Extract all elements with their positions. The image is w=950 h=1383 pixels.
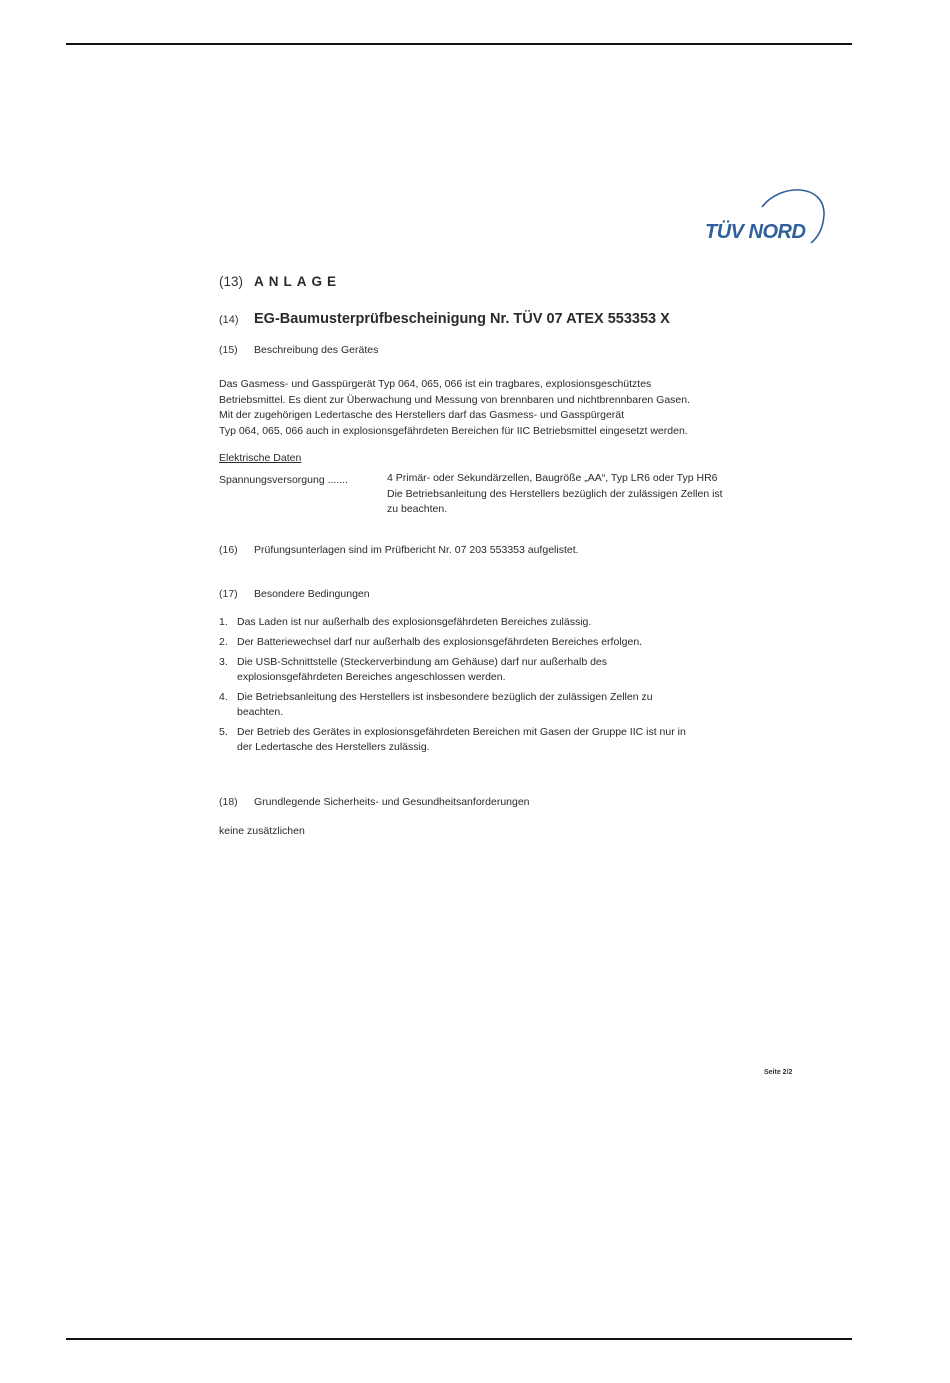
power-supply-value (387, 471, 807, 518)
description-line: Typ 064, 065, 066 auch in explosionsgefährdeten Bereichen für IIC Betriebsmittel eingesetzt werden. (219, 424, 688, 437)
logo-arc-icon (700, 185, 835, 255)
item-line: beachten. (237, 706, 284, 718)
section-title: Grundlegende Sicherheits- und Gesundheitsanforderungen (254, 796, 530, 808)
section-number: (13) (219, 274, 244, 289)
list-item (219, 655, 819, 685)
section-number: (17) (219, 588, 238, 600)
description-line: Betriebsmittel. Es dient zur Überwachung und Messung von brennbaren und nichtbrennbaren Gasen. (219, 393, 691, 406)
logo-text: TÜV NORD (705, 221, 806, 243)
annex-title: ANLAGE (254, 274, 341, 289)
power-supply-line: Die Betriebsanleitung des Herstellers bezüglich der zulässigen Zellen ist (387, 487, 723, 500)
section-text: Prüfungsunterlagen sind im Prüfbericht Nr. 07 203 553353 aufgelistet. (254, 544, 579, 556)
electrical-data-heading: Elektrische Daten (219, 452, 302, 464)
list-item (219, 615, 819, 630)
item-line: Die Betriebsanleitung des Herstellers ist insbesondere bezüglich der zulässigen Zellen zu (237, 691, 653, 703)
item-line: Das Laden ist nur außerhalb des explosionsgefährdeten Bereiches zulässig. (237, 616, 592, 628)
bottom-rule (66, 1338, 852, 1340)
item-line: Der Batteriewechsel darf nur außerhalb des explosionsgefährdeten Bereiches erfolgen. (237, 636, 643, 648)
item-line: der Ledertasche des Herstellers zulässig. (237, 741, 430, 753)
section-title: Besondere Bedingungen (254, 588, 370, 600)
section-17-heading (219, 587, 370, 602)
power-supply-line: zu beachten. (387, 503, 448, 515)
certificate-title: EG-Baumusterprüfbescheinigung Nr. TÜV 07 ATEX 553353 X (254, 311, 670, 327)
tuv-nord-logo (700, 185, 835, 255)
item-line: Die USB-Schnittstelle (Steckerverbindung am Gehäuse) darf nur außerhalb des (237, 656, 608, 668)
special-conditions-list (219, 615, 819, 760)
power-supply-line: 4 Primär- oder Sekundärzellen, Baugröße „AA“, Typ LR6 oder Typ HR6 (387, 472, 718, 484)
top-rule (66, 43, 852, 45)
section-number: (15) (219, 344, 238, 356)
item-number: 2. (219, 636, 228, 648)
section-16 (219, 543, 579, 558)
section-18-text: keine zusätzlichen (219, 825, 305, 837)
list-item (219, 725, 819, 755)
item-number: 1. (219, 616, 228, 628)
page-number: Seite 2/2 (764, 1069, 793, 1076)
item-number: 4. (219, 691, 228, 703)
item-number: 5. (219, 726, 228, 738)
section-number: (16) (219, 544, 238, 556)
item-number: 3. (219, 656, 228, 668)
list-item (219, 690, 819, 720)
item-line: Der Betrieb des Gerätes in explosionsgefährdeten Bereichen mit Gasen der Gruppe IIC ist nur in (237, 726, 686, 738)
section-number: (14) (219, 314, 239, 326)
section-13-heading (219, 274, 341, 289)
description-line: Das Gasmess- und Gasspürgerät Typ 064, 065, 066 ist ein tragbares, explosionsgeschütztes (219, 378, 652, 390)
list-item (219, 635, 819, 650)
description-line: Mit der zugehörigen Ledertasche des Herstellers darf das Gasmess- und Gasspürgerät (219, 409, 625, 421)
section-18-heading (219, 795, 530, 810)
section-title: Beschreibung des Gerätes (254, 344, 379, 356)
section-14-heading (219, 312, 670, 328)
section-number: (18) (219, 796, 238, 808)
item-line: explosionsgefährdeten Bereiches angeschlossen werden. (237, 671, 506, 683)
section-15-heading (219, 343, 378, 358)
device-description (219, 377, 809, 439)
power-supply-label: Spannungsversorgung ....... (219, 474, 348, 486)
